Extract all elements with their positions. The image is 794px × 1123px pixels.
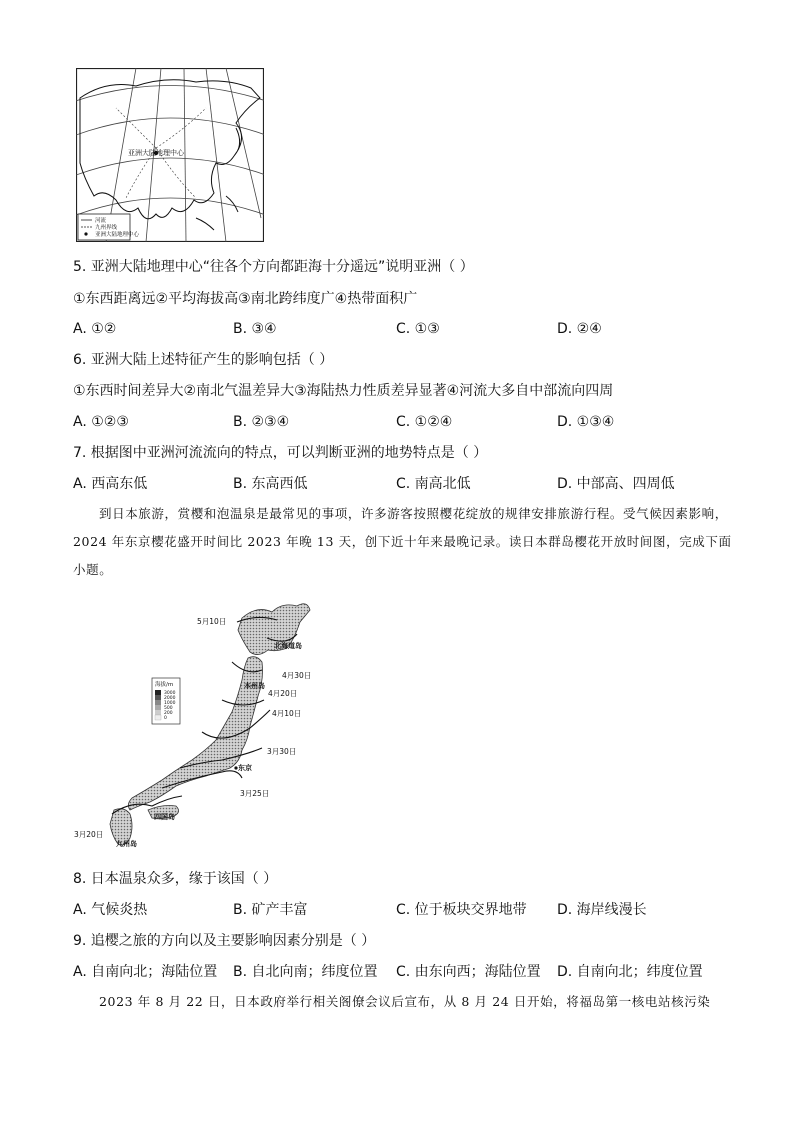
legend-center: 亚洲大陆地理中心 xyxy=(95,232,140,238)
label-mar30: 3月30日 xyxy=(267,747,297,756)
legend-river: 河流 xyxy=(95,218,107,224)
q7-option-c[interactable]: C. 南高北低 xyxy=(396,476,471,492)
label-hokkaido: 北海道岛 xyxy=(274,642,302,650)
q6-option-b[interactable]: B. ②③④ xyxy=(233,414,290,430)
legend-boundary: 九州界线 xyxy=(95,225,118,231)
passage-fukushima xyxy=(73,988,733,1016)
passage-cherry-blossom xyxy=(73,500,733,584)
passage-cherry-blossom-text: 到日本旅游，赏樱和泡温泉是最常见的事项，许多游客按照樱花绽放的规律安排旅游行程。受气候因素影响，2024 年东京樱花盛开时间比 2023 年晚 13 天，创下近十年来最晚记录。读日本群岛樱花开放时间图，完成下面小题。 xyxy=(73,506,732,577)
q7-option-a[interactable]: A. 西高东低 xyxy=(73,476,148,492)
q8-stem: 8. 日本温泉众多，缘于该国（ ） xyxy=(73,871,278,887)
q9-option-c[interactable]: C. 由东向西；海陆位置 xyxy=(396,964,541,980)
q5-items: ①东西距离远②平均海拔高③南北跨纬度广④热带面积广 xyxy=(73,291,418,307)
q5-option-b[interactable]: B. ③④ xyxy=(233,321,277,337)
q7-option-b[interactable]: B. 东高西低 xyxy=(233,476,308,492)
q8-option-b[interactable]: B. 矿产丰富 xyxy=(233,902,308,918)
q6-option-c[interactable]: C. ①②④ xyxy=(396,414,453,430)
q6-option-a[interactable]: A. ①②③ xyxy=(73,414,129,430)
label-apr30: 4月30日 xyxy=(282,671,312,680)
svg-text:500: 500 xyxy=(164,706,173,711)
q9-option-a[interactable]: A. 自南向北；海陆位置 xyxy=(73,964,218,980)
label-apr20: 4月20日 xyxy=(268,689,298,698)
asia-center-label: 亚洲大陆地理中心 xyxy=(128,149,184,157)
svg-text:3000: 3000 xyxy=(164,691,176,696)
label-honshu: 本州岛 xyxy=(244,682,265,690)
q8-option-d[interactable]: D. 海岸线漫长 xyxy=(557,902,647,918)
label-may10: 5月10日 xyxy=(197,617,227,626)
q5-option-d[interactable]: D. ②④ xyxy=(557,321,602,337)
label-mar20: 3月20日 xyxy=(74,830,104,839)
label-kyushu: 九州岛 xyxy=(116,840,137,848)
svg-text:200: 200 xyxy=(164,711,173,716)
asia-map xyxy=(76,68,264,242)
svg-text:1000: 1000 xyxy=(164,701,176,706)
legend-elevation-title: 海拔/m xyxy=(155,682,174,688)
q9-option-d[interactable]: D. 自南向北；纬度位置 xyxy=(557,964,703,980)
label-tokyo: 东京 xyxy=(238,764,252,772)
q5-stem: 5. 亚洲大陆地理中心“往各个方向都距海十分遥远”说明亚洲（ ） xyxy=(73,259,474,275)
svg-text:2000: 2000 xyxy=(164,696,176,701)
svg-text:0: 0 xyxy=(164,716,167,721)
q8-option-c[interactable]: C. 位于板块交界地带 xyxy=(396,902,527,918)
q9-stem: 9. 追樱之旅的方向以及主要影响因素分别是（ ） xyxy=(73,933,376,949)
q6-option-d[interactable]: D. ①③④ xyxy=(557,414,615,430)
q7-stem: 7. 根据图中亚洲河流流向的特点，可以判断亚洲的地势特点是（ ） xyxy=(73,445,488,461)
label-apr10: 4月10日 xyxy=(272,709,302,718)
q6-items: ①东西时间差异大②南北气温差异大③海陆热力性质差异显著④河流大多自中部流向四周 xyxy=(73,383,614,399)
label-shikoku: 四国岛 xyxy=(154,813,175,821)
japan-cherry-map xyxy=(72,600,342,862)
passage-fukushima-text: 2023 年 8 月 22 日，日本政府举行相关阁僚会议后宣布，从 8 月 24 日开始，将福岛第一核电站核污染 xyxy=(99,994,711,1009)
q8-option-a[interactable]: A. 气候炎热 xyxy=(73,902,148,918)
label-mar25: 3月25日 xyxy=(240,789,270,798)
q9-option-b[interactable]: B. 自北向南；纬度位置 xyxy=(233,964,378,980)
q7-option-d[interactable]: D. 中部高、四周低 xyxy=(557,476,675,492)
q5-option-c[interactable]: C. ①③ xyxy=(396,321,440,337)
q5-option-a[interactable]: A. ①② xyxy=(73,321,117,337)
q6-stem: 6. 亚洲大陆上述特征产生的影响包括（ ） xyxy=(73,352,334,368)
